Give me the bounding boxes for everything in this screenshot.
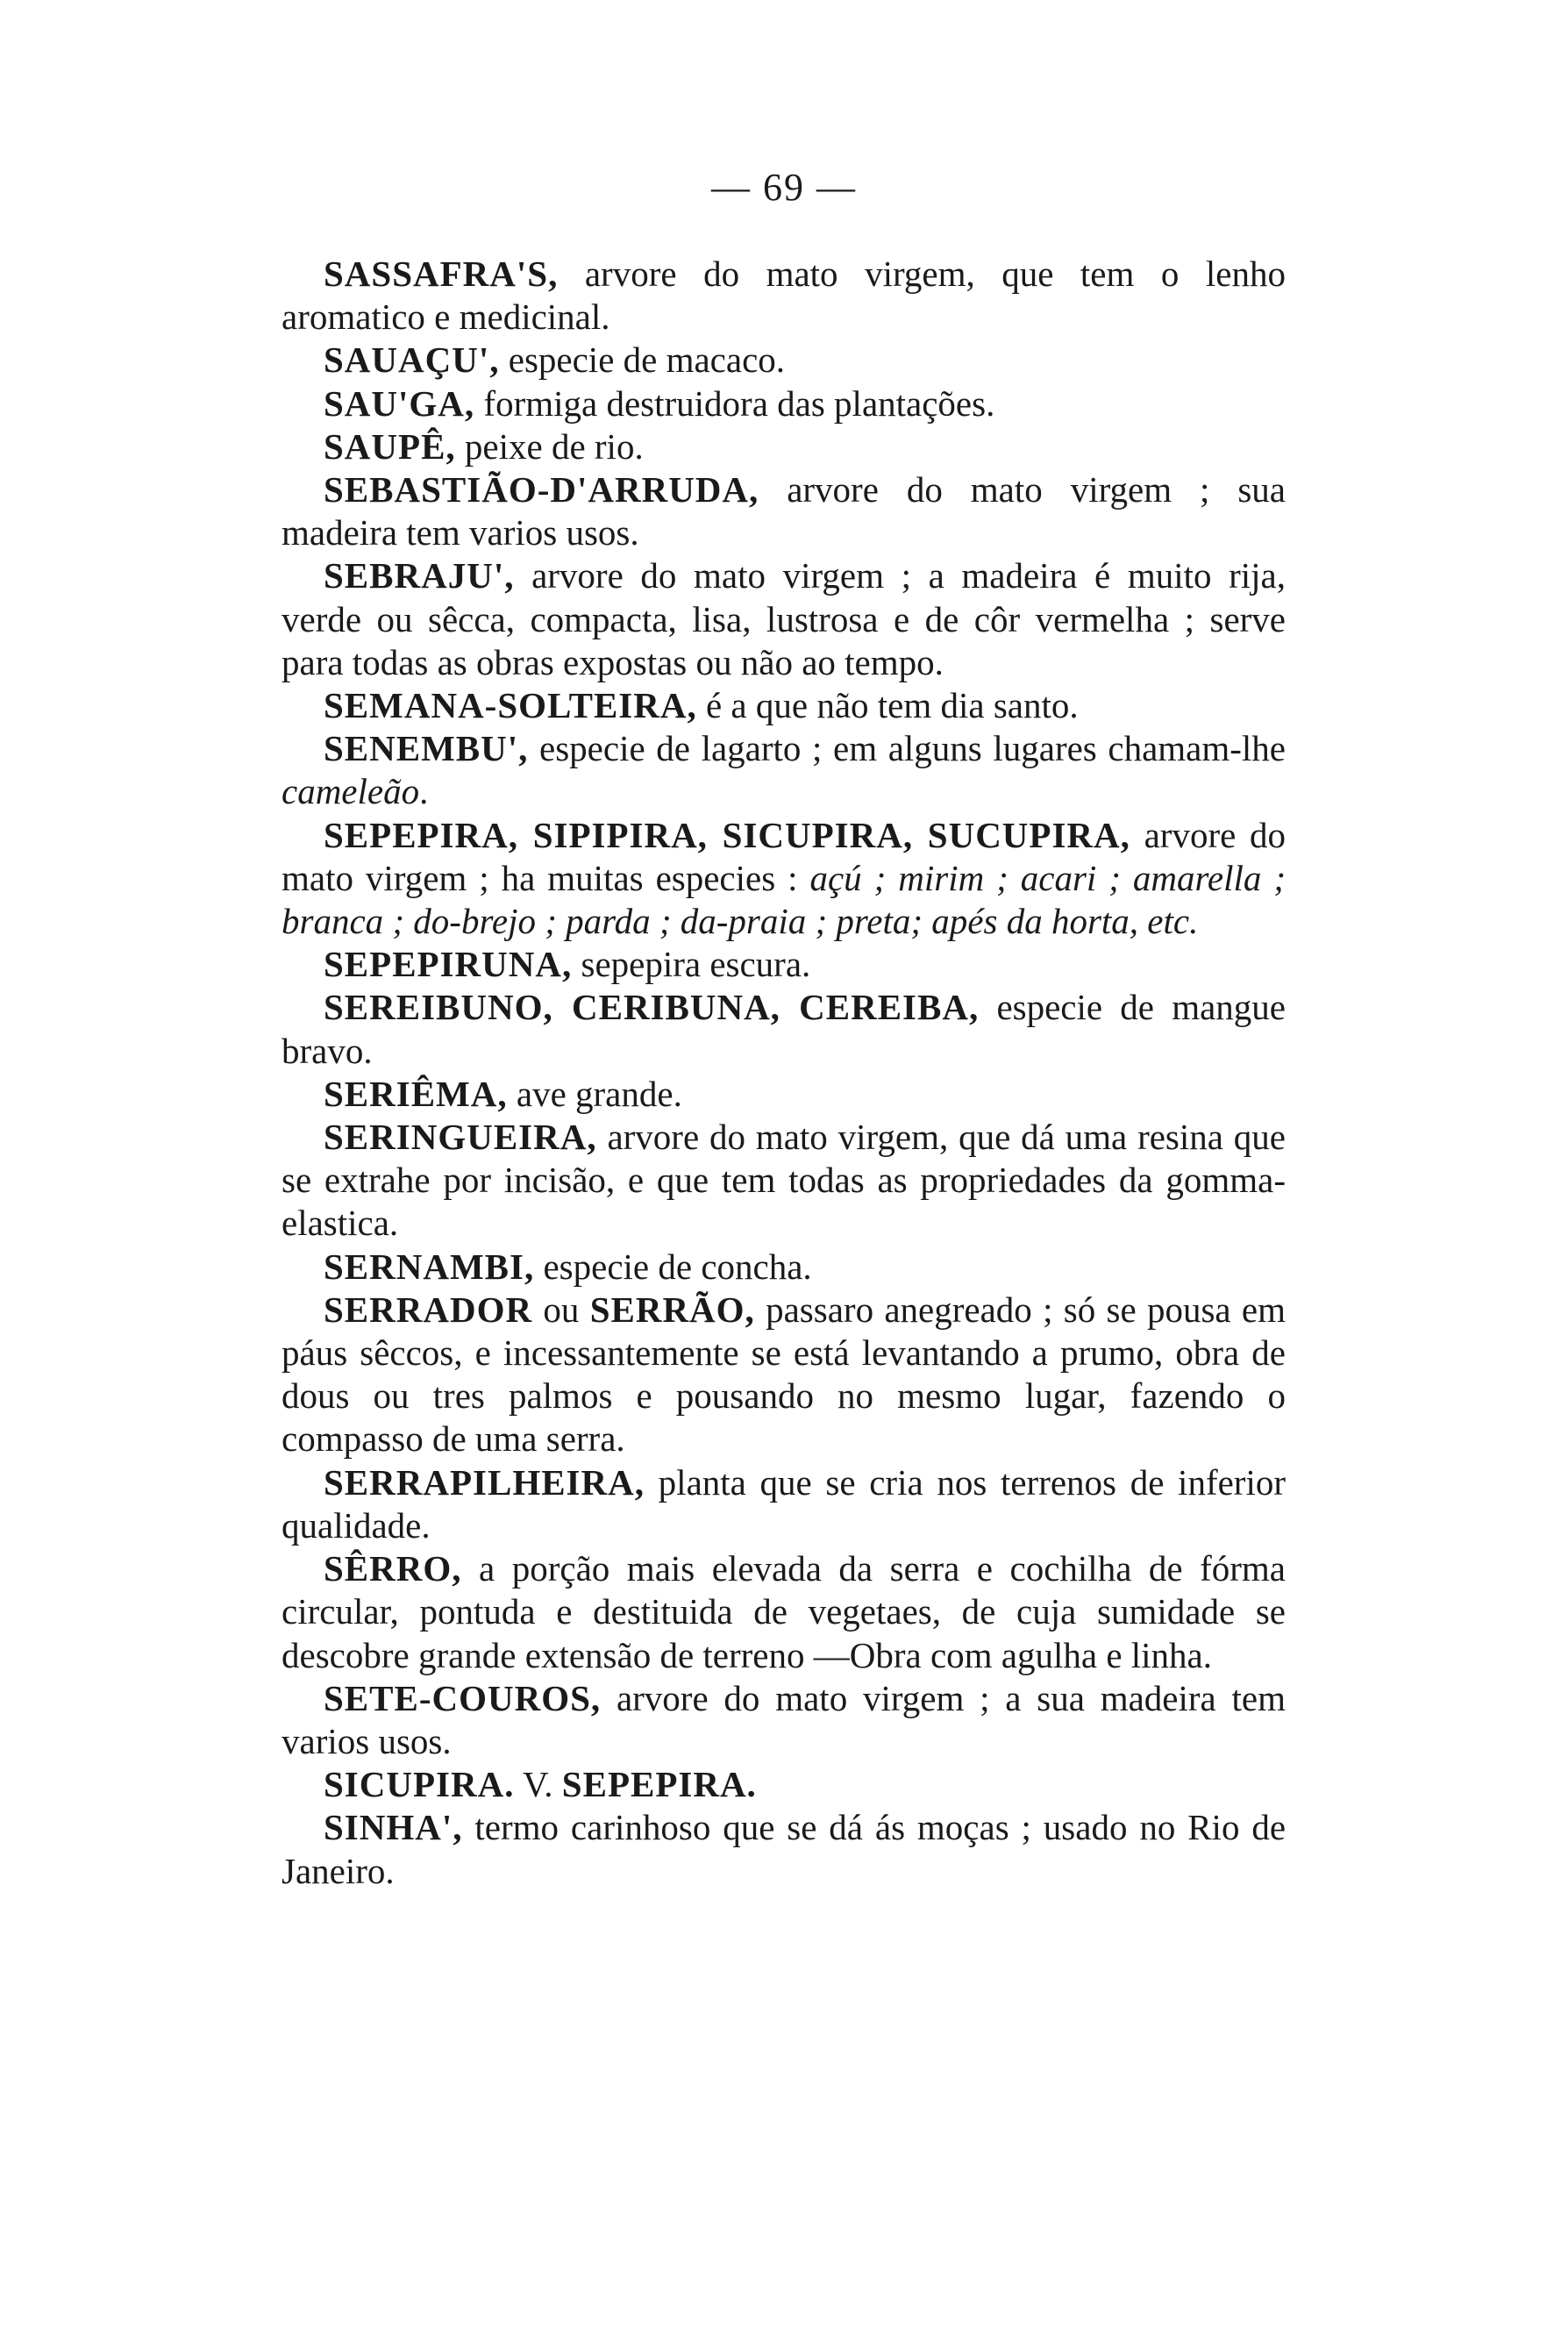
entry-term: SAUPÊ, bbox=[324, 425, 456, 467]
entry-sebastiao-darruda bbox=[282, 468, 1286, 554]
entry-definition: especie de macaco. bbox=[508, 339, 786, 381]
entry-sauga bbox=[282, 382, 1286, 425]
entry-term: SEBASTIÃO-D'ARRUDA, bbox=[324, 469, 759, 511]
entry-term: SASSAFRA'S, bbox=[324, 253, 559, 294]
entry-definition: arvore do mato virgem ; sua madeira tem varios usos. bbox=[282, 469, 1286, 553]
entry-definition-end: . bbox=[419, 771, 429, 812]
entry-term: SENEMBU', bbox=[324, 728, 529, 769]
entry-definition: a porção mais elevada da serra e cochilha de fórma circular, pontuda e destituida de vegetaes, de cuja sumidade se descobre grande extensão de terreno —Obra com agulha e linha. bbox=[282, 1548, 1286, 1675]
entry-term-alternate: SERRÃO, bbox=[589, 1289, 755, 1330]
entry-definition: arvore do mato virgem ; a sua madeira tem varios usos. bbox=[282, 1677, 1286, 1761]
entry-sauacu bbox=[282, 339, 1286, 382]
entry-term: SEMANA-SOLTEIRA, bbox=[324, 685, 697, 726]
entry-seringueira bbox=[282, 1116, 1286, 1246]
entry-sepepiruna bbox=[282, 943, 1286, 986]
entry-cross-reference: SEPEPIRA. bbox=[561, 1764, 757, 1805]
entry-term: SERIÊMA, bbox=[324, 1073, 508, 1114]
entry-saupe bbox=[282, 425, 1286, 468]
dictionary-entries bbox=[282, 253, 1286, 1893]
entry-definition: sepepira escura. bbox=[581, 944, 811, 985]
entry-sicupira bbox=[282, 1763, 1286, 1806]
entry-definition: V. bbox=[522, 1764, 553, 1805]
entry-term: SAU'GA, bbox=[324, 382, 475, 424]
entry-definition: formiga destruidora das plantações. bbox=[483, 382, 995, 424]
entry-term: SERINGUEIRA, bbox=[324, 1117, 597, 1158]
entry-definition: arvore do mato virgem, que dá uma resina que se extrahe por incisão, e que tem todas as propriedades da gomma-elastica. bbox=[282, 1117, 1286, 1244]
entry-definition: passaro anegreado ; só se pousa em páus sêccos, e incessantemente se está levantando a prumo, obra de dous ou tres palmos e pousando no mesmo lugar, fazendo o compasso de uma serra. bbox=[282, 1289, 1286, 1460]
entry-sepepira bbox=[282, 814, 1286, 944]
entry-sete-couros bbox=[282, 1677, 1286, 1763]
entry-definition-text: arvore do mato virgem ; ha muitas especies : bbox=[282, 814, 1286, 898]
entry-definition: é a que não tem dia santo. bbox=[705, 685, 1079, 726]
entry-term: SINHA', bbox=[324, 1807, 463, 1848]
entry-definition: peixe de rio. bbox=[464, 425, 644, 467]
entry-sebraju bbox=[282, 554, 1286, 684]
page-number: — 69 — bbox=[711, 166, 857, 209]
entry-serro bbox=[282, 1547, 1286, 1677]
entry-definition-italic: açú ; mirim ; acari ; amarella ; branca ; do-brejo ; parda ; da-praia ; preta; apés da horta, etc. bbox=[282, 857, 1286, 942]
entry-term: SAUAÇU', bbox=[324, 339, 500, 381]
entry-term: SERRAPILHEIRA, bbox=[324, 1461, 645, 1503]
entry-term: SEREIBUNO, CERIBUNA, CEREIBA, bbox=[324, 987, 980, 1028]
entry-definition: termo carinhoso que se dá ás moças ; usado no Rio de Janeiro. bbox=[282, 1807, 1286, 1891]
entry-senembu bbox=[282, 727, 1286, 813]
entry-term: SETE-COUROS, bbox=[324, 1677, 602, 1718]
entry-seriema bbox=[282, 1073, 1286, 1116]
entry-sinha bbox=[282, 1806, 1286, 1892]
entry-serrapilheira bbox=[282, 1461, 1286, 1547]
entry-term: SERRADOR bbox=[324, 1289, 533, 1330]
entry-definition-connector: ou bbox=[543, 1289, 580, 1330]
entry-sassafras bbox=[282, 253, 1286, 339]
entry-sernambi bbox=[282, 1246, 1286, 1289]
entry-definition: especie de mangue bravo. bbox=[282, 987, 1286, 1071]
entry-term: SEPEPIRUNA, bbox=[324, 944, 573, 985]
entry-definition: arvore do mato virgem, que tem o lenho aromatico e medicinal. bbox=[282, 253, 1286, 338]
entry-serrador bbox=[282, 1289, 1286, 1461]
entry-definition-italic: cameleão bbox=[282, 771, 420, 812]
entry-definition: arvore do mato virgem ; a madeira é muito rija, verde ou sêcca, compacta, lisa, lustrosa e de côr vermelha ; serve para todas as obras expostas ou não ao tempo. bbox=[282, 555, 1286, 682]
entry-definition-text: especie de lagarto ; em alguns lugares chamam-lhe bbox=[539, 728, 1286, 769]
entry-definition: especie de concha. bbox=[543, 1246, 812, 1287]
entry-term: SEPEPIRA, SIPIPIRA, SICUPIRA, SUCUPIRA, bbox=[324, 814, 1130, 855]
entry-definition: planta que se cria nos terrenos de inferior qualidade. bbox=[282, 1461, 1286, 1546]
entry-semana-solteira bbox=[282, 684, 1286, 727]
entry-term: SEBRAJU', bbox=[324, 555, 515, 596]
entry-term: SICUPIRA. bbox=[324, 1764, 515, 1805]
entry-definition: ave grande. bbox=[516, 1073, 682, 1114]
entry-sereibuno bbox=[282, 986, 1286, 1072]
entry-term: SERNAMBI, bbox=[324, 1246, 535, 1287]
entry-term: SÊRRO, bbox=[324, 1548, 462, 1589]
